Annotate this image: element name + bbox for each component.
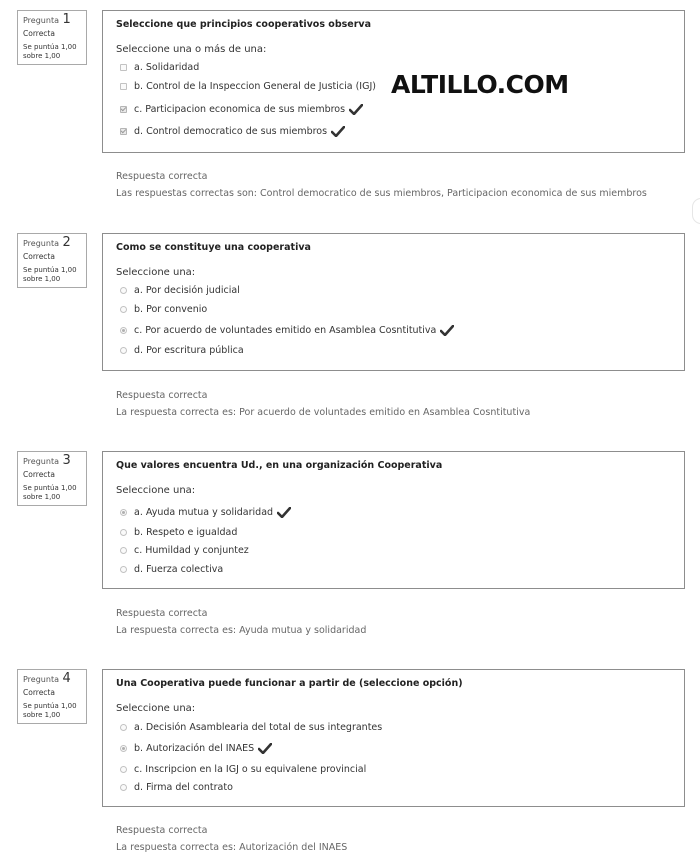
answer-option-a[interactable] bbox=[120, 283, 240, 297]
radio[interactable] bbox=[120, 306, 127, 313]
feedback-text: La respuesta correcta es: Autorización del INAES bbox=[116, 842, 348, 853]
correct-check-icon bbox=[258, 743, 272, 754]
question-label: Pregunta bbox=[23, 16, 59, 25]
option-label: b. Autorización del INAES bbox=[134, 742, 255, 754]
answer-option-c[interactable] bbox=[120, 543, 249, 557]
option-label: d. Firma del contrato bbox=[134, 781, 233, 793]
question-grade bbox=[23, 702, 86, 720]
question-text: Una Cooperativa puede funcionar a partir de (seleccione opción) bbox=[116, 678, 463, 689]
feedback-title: Respuesta correcta bbox=[116, 825, 208, 836]
correct-check-icon bbox=[349, 104, 363, 115]
option-label: a. Ayuda mutua y solidaridad bbox=[134, 506, 274, 518]
feedback-title: Respuesta correcta bbox=[116, 390, 208, 401]
answer-option-d[interactable] bbox=[120, 562, 223, 576]
grade-line-2: sobre 1,00 bbox=[23, 52, 61, 60]
question-label: Pregunta bbox=[23, 675, 59, 684]
answer-option-a[interactable] bbox=[120, 505, 291, 519]
radio[interactable] bbox=[120, 547, 127, 554]
answer-option-b[interactable] bbox=[120, 79, 376, 93]
radio[interactable] bbox=[120, 347, 127, 354]
question-label: Pregunta bbox=[23, 239, 59, 248]
option-label: b. Control de la Inspeccion General de Justicia (IGJ) bbox=[134, 80, 376, 92]
option-label: b. Por convenio bbox=[134, 303, 208, 315]
answer-option-c[interactable] bbox=[120, 323, 454, 337]
grade-line-1: Se puntúa 1,00 bbox=[23, 266, 77, 274]
feedback-text: Las respuestas correctas son: Control democratico de sus miembros, Participacion economica de sus miembros bbox=[116, 188, 647, 199]
feedback-text: La respuesta correcta es: Ayuda mutua y solidaridad bbox=[116, 625, 367, 636]
radio-selected[interactable] bbox=[120, 509, 127, 516]
option-label: d. Por escritura pública bbox=[134, 344, 244, 356]
answer-option-b[interactable] bbox=[120, 525, 237, 539]
question-text: Que valores encuentra Ud., en una organización Cooperativa bbox=[116, 460, 443, 471]
question-state: Correcta bbox=[23, 470, 55, 479]
radio[interactable] bbox=[120, 566, 127, 573]
answer-prompt: Seleccione una: bbox=[116, 485, 196, 496]
answer-option-a[interactable] bbox=[120, 60, 199, 74]
option-label: b. Respeto e igualdad bbox=[134, 526, 238, 538]
answer-option-d[interactable] bbox=[120, 780, 233, 794]
grade-line-2: sobre 1,00 bbox=[23, 275, 61, 283]
question-form bbox=[102, 669, 685, 807]
question-form bbox=[102, 233, 685, 371]
radio[interactable] bbox=[120, 724, 127, 731]
feedback-text: La respuesta correcta es: Por acuerdo de voluntades emitido en Asamblea Cosntitutiva bbox=[116, 407, 531, 418]
correct-check-icon bbox=[277, 507, 291, 518]
question-info bbox=[17, 451, 87, 506]
question-feedback bbox=[116, 171, 647, 199]
altillo-watermark: ALTILLO.COM bbox=[391, 70, 569, 99]
question-info bbox=[17, 669, 87, 724]
answer-prompt: Seleccione una: bbox=[116, 267, 196, 278]
feedback-title: Respuesta correcta bbox=[116, 171, 208, 182]
feedback-title: Respuesta correcta bbox=[116, 608, 208, 619]
option-label: d. Fuerza colectiva bbox=[134, 563, 224, 575]
radio-selected[interactable] bbox=[120, 327, 127, 334]
question-feedback bbox=[116, 825, 347, 853]
question-number: 2 bbox=[62, 235, 71, 250]
checkbox[interactable] bbox=[120, 64, 127, 71]
option-label: a. Por decisión judicial bbox=[134, 284, 240, 296]
question-grade bbox=[23, 266, 86, 284]
answer-prompt: Seleccione una: bbox=[116, 703, 196, 714]
question-number: 4 bbox=[62, 671, 71, 686]
grade-line-2: sobre 1,00 bbox=[23, 711, 61, 719]
scroll-edge-handle[interactable] bbox=[692, 198, 700, 224]
grade-line-2: sobre 1,00 bbox=[23, 493, 61, 501]
question-state: Correcta bbox=[23, 688, 55, 697]
question-number: 3 bbox=[62, 453, 71, 468]
radio-selected[interactable] bbox=[120, 745, 127, 752]
correct-check-icon bbox=[440, 325, 454, 336]
question-text: Como se constituye una cooperativa bbox=[116, 242, 311, 253]
checkbox-checked[interactable] bbox=[120, 128, 127, 135]
answer-option-d[interactable] bbox=[120, 124, 345, 138]
answer-prompt: Seleccione una o más de una: bbox=[116, 44, 267, 55]
answer-option-c[interactable] bbox=[120, 762, 366, 776]
answer-option-c[interactable] bbox=[120, 102, 363, 116]
option-label: c. Participacion economica de sus miembros bbox=[134, 103, 346, 115]
option-label: d. Control democratico de sus miembros bbox=[134, 125, 328, 137]
radio[interactable] bbox=[120, 529, 127, 536]
option-label: c. Humildad y conjuntez bbox=[134, 544, 249, 556]
answer-option-b[interactable] bbox=[120, 302, 207, 316]
question-label: Pregunta bbox=[23, 457, 59, 466]
grade-line-1: Se puntúa 1,00 bbox=[23, 43, 77, 51]
question-feedback bbox=[116, 608, 366, 636]
question-grade bbox=[23, 484, 86, 502]
correct-check-icon bbox=[331, 126, 345, 137]
radio[interactable] bbox=[120, 766, 127, 773]
answer-option-d[interactable] bbox=[120, 343, 244, 357]
question-text: Seleccione que principios cooperativos observa bbox=[116, 19, 372, 30]
question-number: 1 bbox=[62, 12, 71, 27]
grade-line-1: Se puntúa 1,00 bbox=[23, 484, 77, 492]
question-grade bbox=[23, 43, 86, 61]
option-label: c. Por acuerdo de voluntades emitido en Asamblea Cosntitutiva bbox=[134, 324, 437, 336]
checkbox[interactable] bbox=[120, 83, 127, 90]
option-label: c. Inscripcion en la IGJ o su equivalene provincial bbox=[134, 763, 367, 775]
question-info bbox=[17, 10, 87, 65]
answer-option-a[interactable] bbox=[120, 720, 382, 734]
radio[interactable] bbox=[120, 287, 127, 294]
answer-option-b[interactable] bbox=[120, 741, 272, 755]
question-form bbox=[102, 451, 685, 589]
question-state: Correcta bbox=[23, 29, 55, 38]
question-feedback bbox=[116, 390, 530, 418]
checkbox-checked[interactable] bbox=[120, 106, 127, 113]
question-info bbox=[17, 233, 87, 288]
option-label: a. Solidaridad bbox=[134, 61, 200, 73]
radio[interactable] bbox=[120, 784, 127, 791]
grade-line-1: Se puntúa 1,00 bbox=[23, 702, 77, 710]
option-label: a. Decisión Asamblearia del total de sus integrantes bbox=[134, 721, 383, 733]
question-state: Correcta bbox=[23, 252, 55, 261]
